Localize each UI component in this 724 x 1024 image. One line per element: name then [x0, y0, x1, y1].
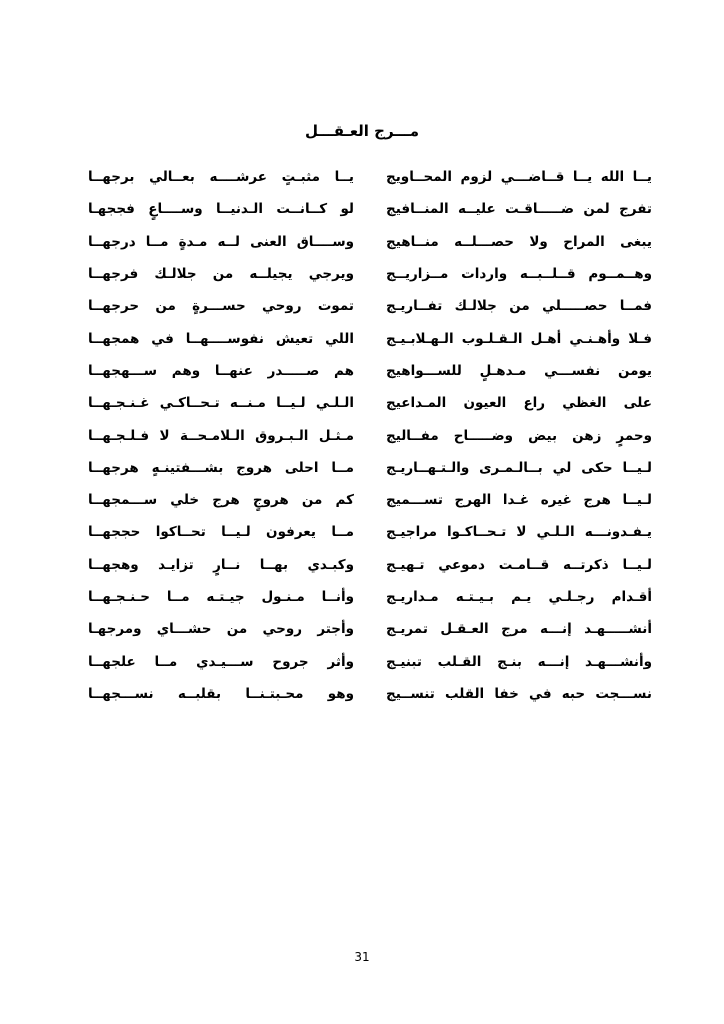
first-hemistich: يــا الله يــا قــاضـــي لزوم المحــاويج [386, 169, 652, 186]
couplet-row [88, 516, 652, 548]
first-hemistich: أقـدام رجـلـي يـم بـيـتـه مـداريـج [386, 589, 652, 605]
second-hemistich: مـثـل الـبـروق الـلامـحــة لا فـلـجـهــا [88, 427, 354, 444]
first-hemistich: وحمرٍ زهن بيض وضـــــاح مفــاليج [386, 427, 652, 444]
first-hemistich: فـلا وأهـنـي أهـل الـقـلـوب الـهـلابـيـج [386, 330, 652, 347]
couplet-row [88, 387, 652, 419]
second-hemistich: اللي تعيش نفوســــهــا في همجهــا [88, 330, 354, 347]
first-hemistich: وهــمــوم قــلــبــه واردات مــزاريــج [386, 266, 652, 283]
first-hemistich: لـيــا حكى لي بــالـمـرى والـتـهــاريـج [386, 459, 652, 476]
first-hemistich: نســـجت حبه في خفا القلب تنســيج [386, 685, 652, 702]
couplet-row [88, 419, 652, 451]
second-hemistich: وهو محـبتـنــا بقلبــه نســـجهــا [88, 685, 354, 702]
couplet-row [88, 161, 652, 193]
second-hemistich: لو كــانــت الـدنيــا وســــاعٍ فججهـا [88, 201, 354, 218]
second-hemistich: هم صـــــدر عنهــا وهم ســـهجهــا [88, 362, 354, 379]
first-hemistich: وأنشـــهـد إنـــه بنـج القـلب تبنيـج [386, 653, 652, 670]
second-hemistich: يــا مثبـتٍ عرشــــه بعــالي برجهــا [88, 169, 354, 186]
second-hemistich: وأثر جروح ســـيـدي مــا علجهــا [88, 653, 354, 670]
second-hemistich: كم من هروجٍ هرج خلي ســـمجهــا [88, 492, 354, 509]
first-hemistich: أنشـــــهـد إنـــه مرج العـقـل تمريـج [386, 621, 652, 638]
couplet-row [88, 678, 652, 710]
second-hemistich: وأجتر روحي من حشـــاي ومرجهـا [88, 621, 354, 638]
couplet-row [88, 226, 652, 258]
second-hemistich: وأنــا مـنـول جيـتـه مــا حـنـجـهــا [88, 589, 354, 605]
couplet-row [88, 645, 652, 677]
couplet-row [88, 290, 652, 322]
second-hemistich: وســــاق العنى لــه مـدةٍ مــا درجهــا [88, 233, 354, 250]
first-hemistich: لـيــا ذكرتــه قــامـت دموعي تـهيـج [386, 556, 652, 573]
couplet-row [88, 581, 652, 613]
couplet-row [88, 452, 652, 484]
first-hemistich: على الغظي راع العيون المـداعيج [386, 395, 652, 412]
first-hemistich: فمــا حصـــــلي من جلالـك تفــاريـج [386, 298, 652, 315]
couplet-row [88, 355, 652, 387]
second-hemistich: مــا احلى هروج بشـــفتينـهٍ هرجهــا [88, 459, 354, 476]
couplet-row [88, 258, 652, 290]
couplet-row [88, 322, 652, 354]
second-hemistich: ويرجي يجيلــه من جلالـك فرجهــا [88, 266, 354, 283]
couplet-row [88, 193, 652, 225]
second-hemistich: مــا يعرفون لـيــا تحــاكوا حججهــا [88, 524, 354, 541]
second-hemistich: تموت روحي حســـرةٍ من حرجهــا [88, 298, 354, 315]
couplet-row [88, 484, 652, 516]
second-hemistich: وكبـدي بهــا نــارٍ تزايـد وهجهــا [88, 556, 354, 573]
poem-body [88, 161, 652, 710]
first-hemistich: يبغى المراح ولا حصـــلــه منــاهيج [386, 233, 652, 250]
first-hemistich: تفرج لمن ضـــــاقـت عليــه المنــافيج [386, 201, 652, 218]
first-hemistich: يومن نفســـي مـدهـلٍ للســـواهيج [386, 362, 652, 379]
second-hemistich: الـلـي لـيــا مـنــه تـحــاكـي غـنـجـهــا [88, 395, 354, 412]
couplet-row [88, 549, 652, 581]
first-hemistich: لـيــا هرج غيره غـدا الهرج تســـميج [386, 492, 652, 509]
first-hemistich: يـفـدونـــه الـلـي لا تـحــاكـوا مراجيـج [386, 524, 652, 541]
couplet-row [88, 613, 652, 645]
poem-title: مـــرج العـقـــل [305, 122, 419, 140]
page-number: 31 [354, 950, 370, 964]
